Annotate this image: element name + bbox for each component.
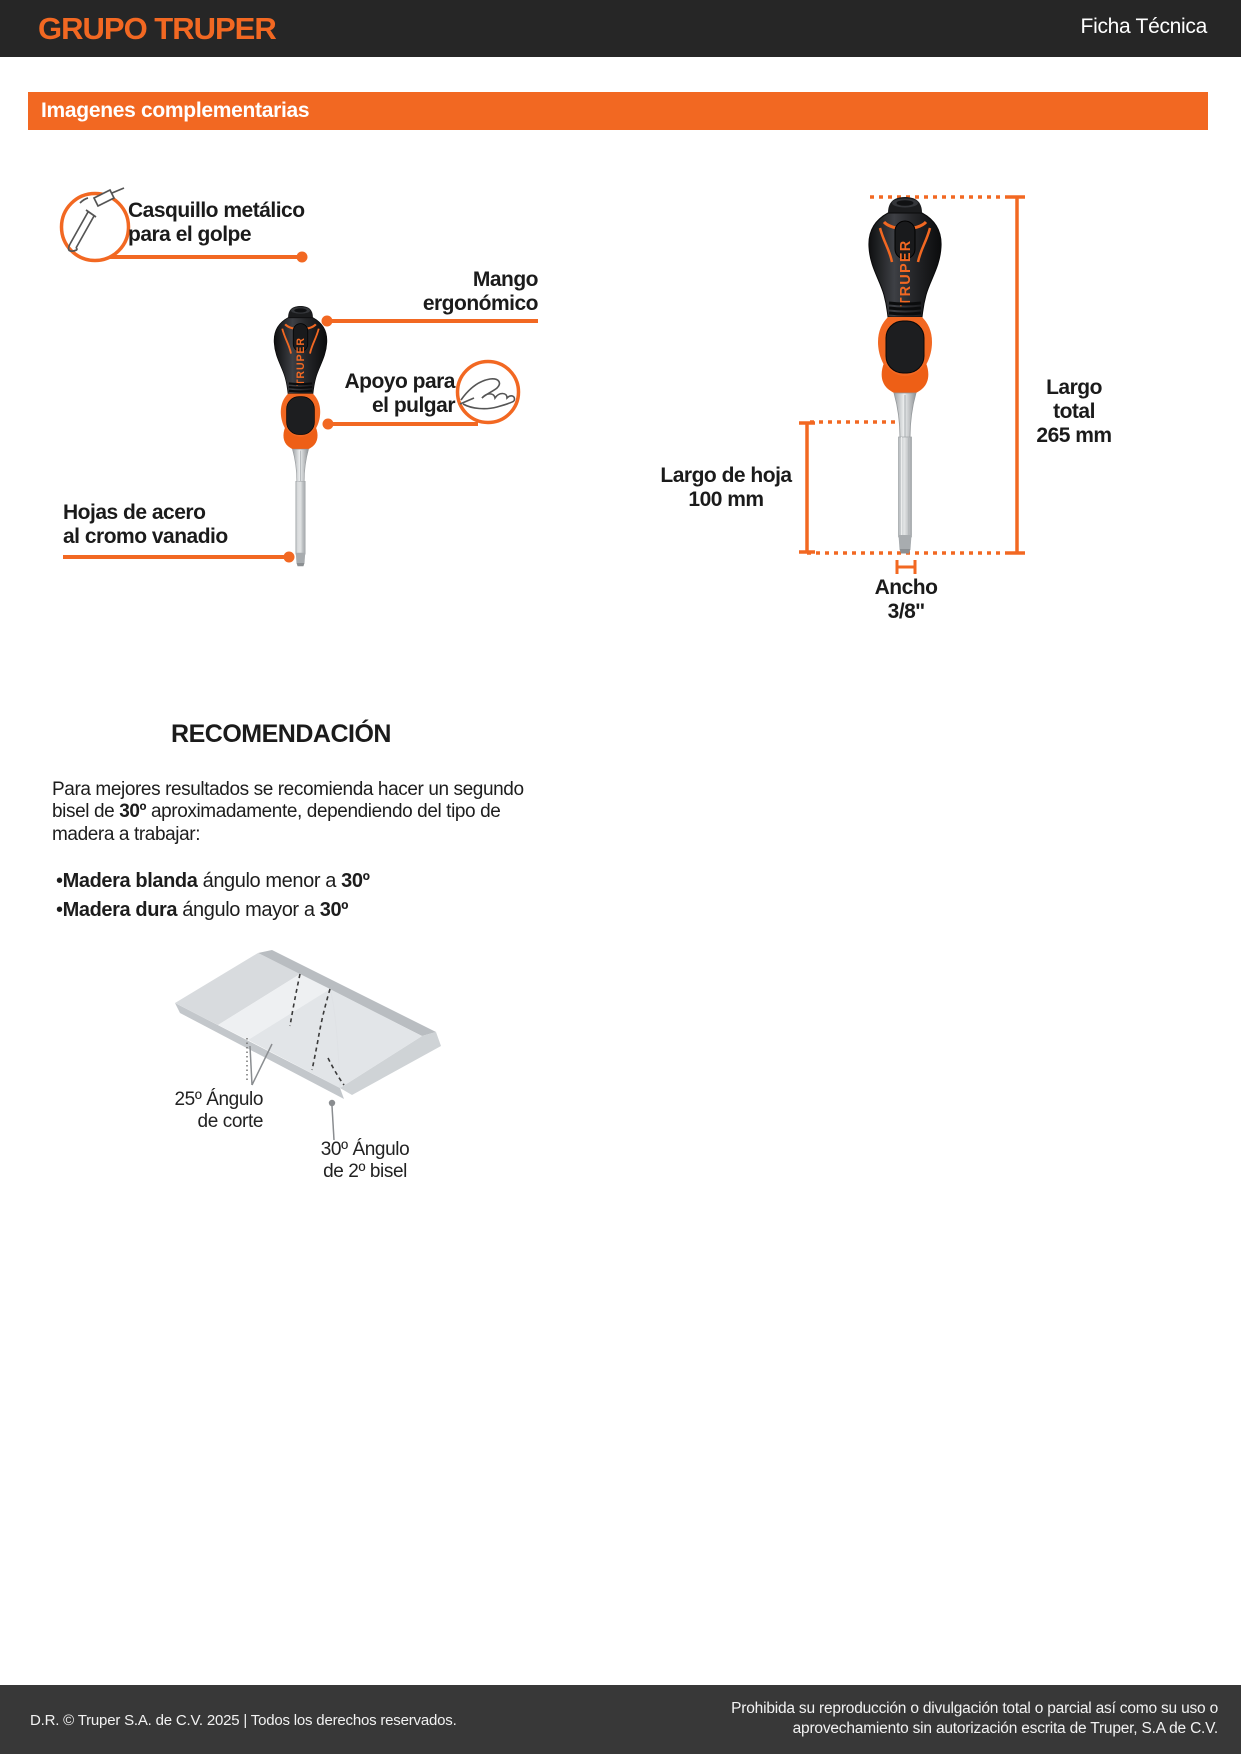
callout-mango-label: Mango ergonómico	[422, 268, 538, 315]
footer-legal: Prohibida su reproducción o divulgación total o parcial así como su uso o aprovechamiento sin autorización escrita de Truper, S.A de C.V.	[731, 1700, 1218, 1737]
recommendation-title: RECOMENDACIÓN	[171, 720, 391, 748]
dimension-ancho: Ancho 3/8''	[874, 576, 938, 623]
recommendation-bullets	[56, 867, 370, 924]
dimension-largo-total: Largo total 265 mm	[1036, 376, 1112, 447]
footer-copyright: D.R. © Truper S.A. de C.V. 2025 | Todos los derechos reservados.	[30, 1712, 457, 1729]
chisel-illustration-left	[264, 254, 337, 618]
hammer-strike-icon	[62, 188, 129, 261]
dimension-largo-hoja: Largo de hoja 100 mm	[660, 464, 792, 511]
thumb-press-icon	[458, 362, 519, 423]
chisel-illustration-right	[853, 195, 957, 555]
section-banner	[28, 92, 1208, 130]
callout-hojas-label: Hojas de acero al cromo vanadio	[63, 501, 228, 548]
recommendation-paragraph: Para mejores resultados se recomienda hacer un segundo bisel de 30º aproximadamente, dependiendo del tipo de madera a trabajar:	[52, 779, 524, 845]
section-banner-title: Imagenes complementarias	[41, 99, 310, 122]
doc-type-title: Ficha Técnica	[1080, 15, 1207, 38]
bevel-label-bisel: 30º Ángulo de 2º bisel	[320, 1139, 410, 1182]
callout-apoyo-label: Apoyo para el pulgar	[344, 370, 455, 417]
bevel-slab	[175, 950, 441, 1099]
callout-casquillo-label: Casquillo metálico para el golpe	[128, 199, 305, 246]
bullet-madera-blanda: •Madera blanda ángulo menor a 30º	[56, 870, 370, 892]
bevel-label-corte: 25º Ángulo de corte	[174, 1089, 263, 1132]
grupo-truper-logo: GRUPO TRUPER	[38, 11, 276, 46]
bullet-madera-dura: •Madera dura ángulo mayor a 30º	[56, 898, 349, 921]
header-bar	[0, 0, 1241, 57]
